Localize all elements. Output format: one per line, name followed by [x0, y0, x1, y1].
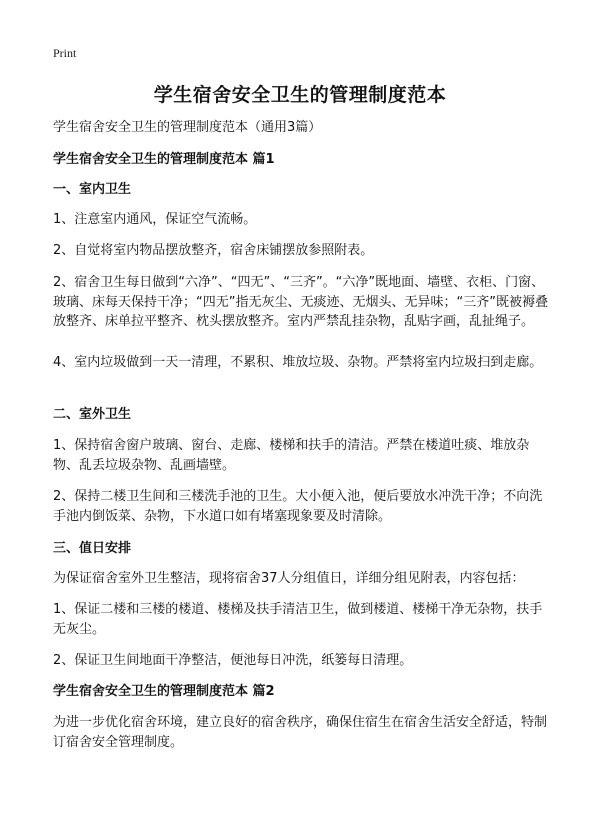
- section1-item-1: 1、注意室内通风，保证空气流畅。: [53, 212, 257, 227]
- document-title: 学生宿舍安全卫生的管理制度范本: [153, 84, 447, 106]
- section3-heading: 三、值日安排: [53, 541, 132, 556]
- section1-item-4: 4、室内垃圾做到一天一清理，不累积、堆放垃圾、杂物。严禁将室内垃圾扫到走廊。: [53, 355, 543, 370]
- section2-heading: 二、室外卫生: [53, 407, 132, 422]
- section2-item-2: 2、保持二楼卫生间和三楼洗手池的卫生。大小便入池，便后要放水冲洗干净；不向洗手池内倒饭菜、杂物，下水道口如有堵塞现象要及时清除。: [53, 489, 543, 524]
- part2-heading: 学生宿舍安全卫生的管理制度范本 篇2: [53, 684, 275, 699]
- print-link[interactable]: Print: [53, 46, 77, 60]
- section3-intro: 为保证宿舍室外卫生整洁，现将宿舍37人分组值日，详细分组见附表，内容包括：: [53, 571, 525, 586]
- section3-item-1: 1、保证二楼和三楼的楼道、楼梯及扶手清洁卫生，做到楼道、楼梯干净无杂物，扶手无灰尘。: [53, 602, 543, 637]
- document-subtitle: 学生宿舍安全卫生的管理制度范本（通用3篇）: [53, 120, 322, 135]
- section1-item-3: 2、宿舍卫生每日做到“六净”、“四无”、“三齐”。“六净”既地面、墙壁、衣柜、门窗、玻璃、床每天保持干净；“四无”指无灰尘、无痰迹、无烟头、无异味；“三齐”既被褥叠放整齐、床单拉平整齐、枕头摆放整齐。室内严禁乱挂杂物，乱贴字画，乱扯绳子。: [53, 275, 548, 329]
- section2-item-1: 1、保持宿舍窗户玻璃、窗台、走廊、楼梯和扶手的清洁。严禁在楼道吐痰、堆放杂物、乱丢垃圾杂物、乱画墙壁。: [53, 438, 530, 473]
- part1-heading: 学生宿舍安全卫生的管理制度范本 篇1: [53, 152, 275, 167]
- section1-item-2: 2、自觉将室内物品摆放整齐，宿舍床铺摆放参照附表。: [53, 243, 374, 258]
- section3-item-2: 2、保证卫生间地面干净整洁，便池每日冲洗，纸篓每日清理。: [53, 653, 413, 668]
- part2-intro: 为进一步优化宿舍环境，建立良好的宿舍秩序，确保住宿生在宿舍生活安全舒适，特制订宿舍安全管理制度。: [53, 715, 548, 750]
- section1-heading: 一、室内卫生: [53, 182, 132, 197]
